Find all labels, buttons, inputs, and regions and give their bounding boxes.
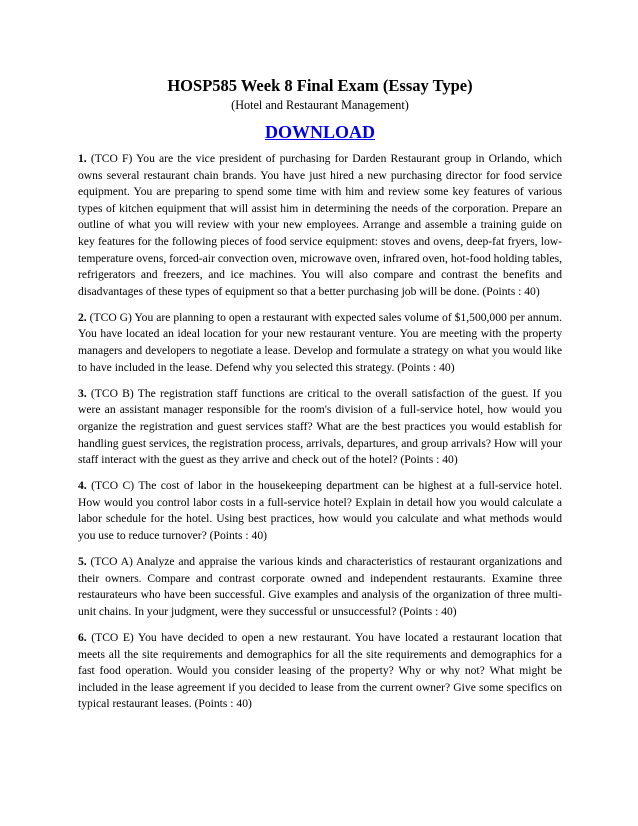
- question-number: 2.: [78, 310, 87, 324]
- question-number: 4.: [78, 479, 87, 493]
- question-6: [78, 630, 562, 713]
- document-subtitle: (Hotel and Restaurant Management): [231, 98, 409, 112]
- question-text: (TCO F) You are the vice president of purchasing for Darden Restaurant group in Orlando, which owns several restaurant chain brands. You have just hired a new purchasing director for food service equipment. You are preparing to spend some time with him and review some key features of various types of kitchen equipment that will assist him in determining the needs of the corporation. Prepare an outline of what you will review with your new employees. Arrange and assemble a training guide on key features for the following pieces of food service equipment: stoves and ovens, deep-fat fryers, low-temperature ovens, forced-air convection oven, microwave oven, infrared oven, hot-food holding tables, refrigerators and freezers, and ice machines. You will also compare and contrast the benefits and disadvantages of these types of equipment so that a better purchasing job will be done. (Points : 40): [78, 152, 562, 298]
- question-text: (TCO C) The cost of labor in the housekeeping department can be highest at a full-service hotel. How would you control labor costs in a full-service hotel? Explain in detail how you would calculate a labor schedule for the hotel. Using best practices, how would you calculate and what methods would you use to reduce turnover? (Points : 40): [78, 479, 562, 542]
- question-number: 5.: [78, 555, 87, 569]
- document-title: HOSP585 Week 8 Final Exam (Essay Type): [167, 76, 473, 95]
- question-4: [78, 478, 562, 544]
- document-page: [78, 76, 562, 722]
- download-link[interactable]: DOWNLOAD: [264, 122, 375, 142]
- question-text: (TCO B) The registration staff functions are critical to the overall satisfaction of the guest. If you were an assistant manager responsible for the room's division of a full-service hotel, how would you organize the registration and guest services staff? What are the best practices you would establish for handling guest services, the registration process, arrivals, departures, and group arrivals? How will your staff interact with the guest as they arrive and check out of the hotel? (Points : 40): [78, 386, 562, 467]
- question-text: (TCO E) You have decided to open a new restaurant. You have located a restaurant location that meets all the site requirements and demographics for all the site requirements and demographics for a fast food operation. Would you consider leasing of the property? Why or why not? What might be included in the lease agreement if you decided to lease from the current owner? Give some specifics on typical restaurant leases. (Points : 40): [78, 630, 562, 711]
- question-text: (TCO G) You are planning to open a restaurant with expected sales volume of $1,500,000 per annum. You have located an ideal location for your new restaurant venture. You are meeting with the property managers and developers to negotiate a lease. Develop and formulate a strategy on what you would like to have included in the lease. Defend why you selected this strategy. (Points : 40): [78, 310, 562, 374]
- question-number: 1.: [78, 152, 87, 165]
- question-text: (TCO A) Analyze and appraise the various kinds and characteristics of restaurant organizations and their owners. Compare and contrast corporate owned and independent restaurants. Examine three restaurateurs who have been successful. Give examples and analysis of the organization of three multi-unit chains. In your judgment, were they successful or unsuccessful? (Points : 40): [78, 555, 562, 618]
- question-number: 6.: [78, 630, 87, 644]
- question-1: [78, 151, 562, 300]
- question-number: 3.: [78, 386, 87, 400]
- question-3: [78, 386, 562, 469]
- question-5: [78, 554, 562, 620]
- question-2: [78, 310, 562, 376]
